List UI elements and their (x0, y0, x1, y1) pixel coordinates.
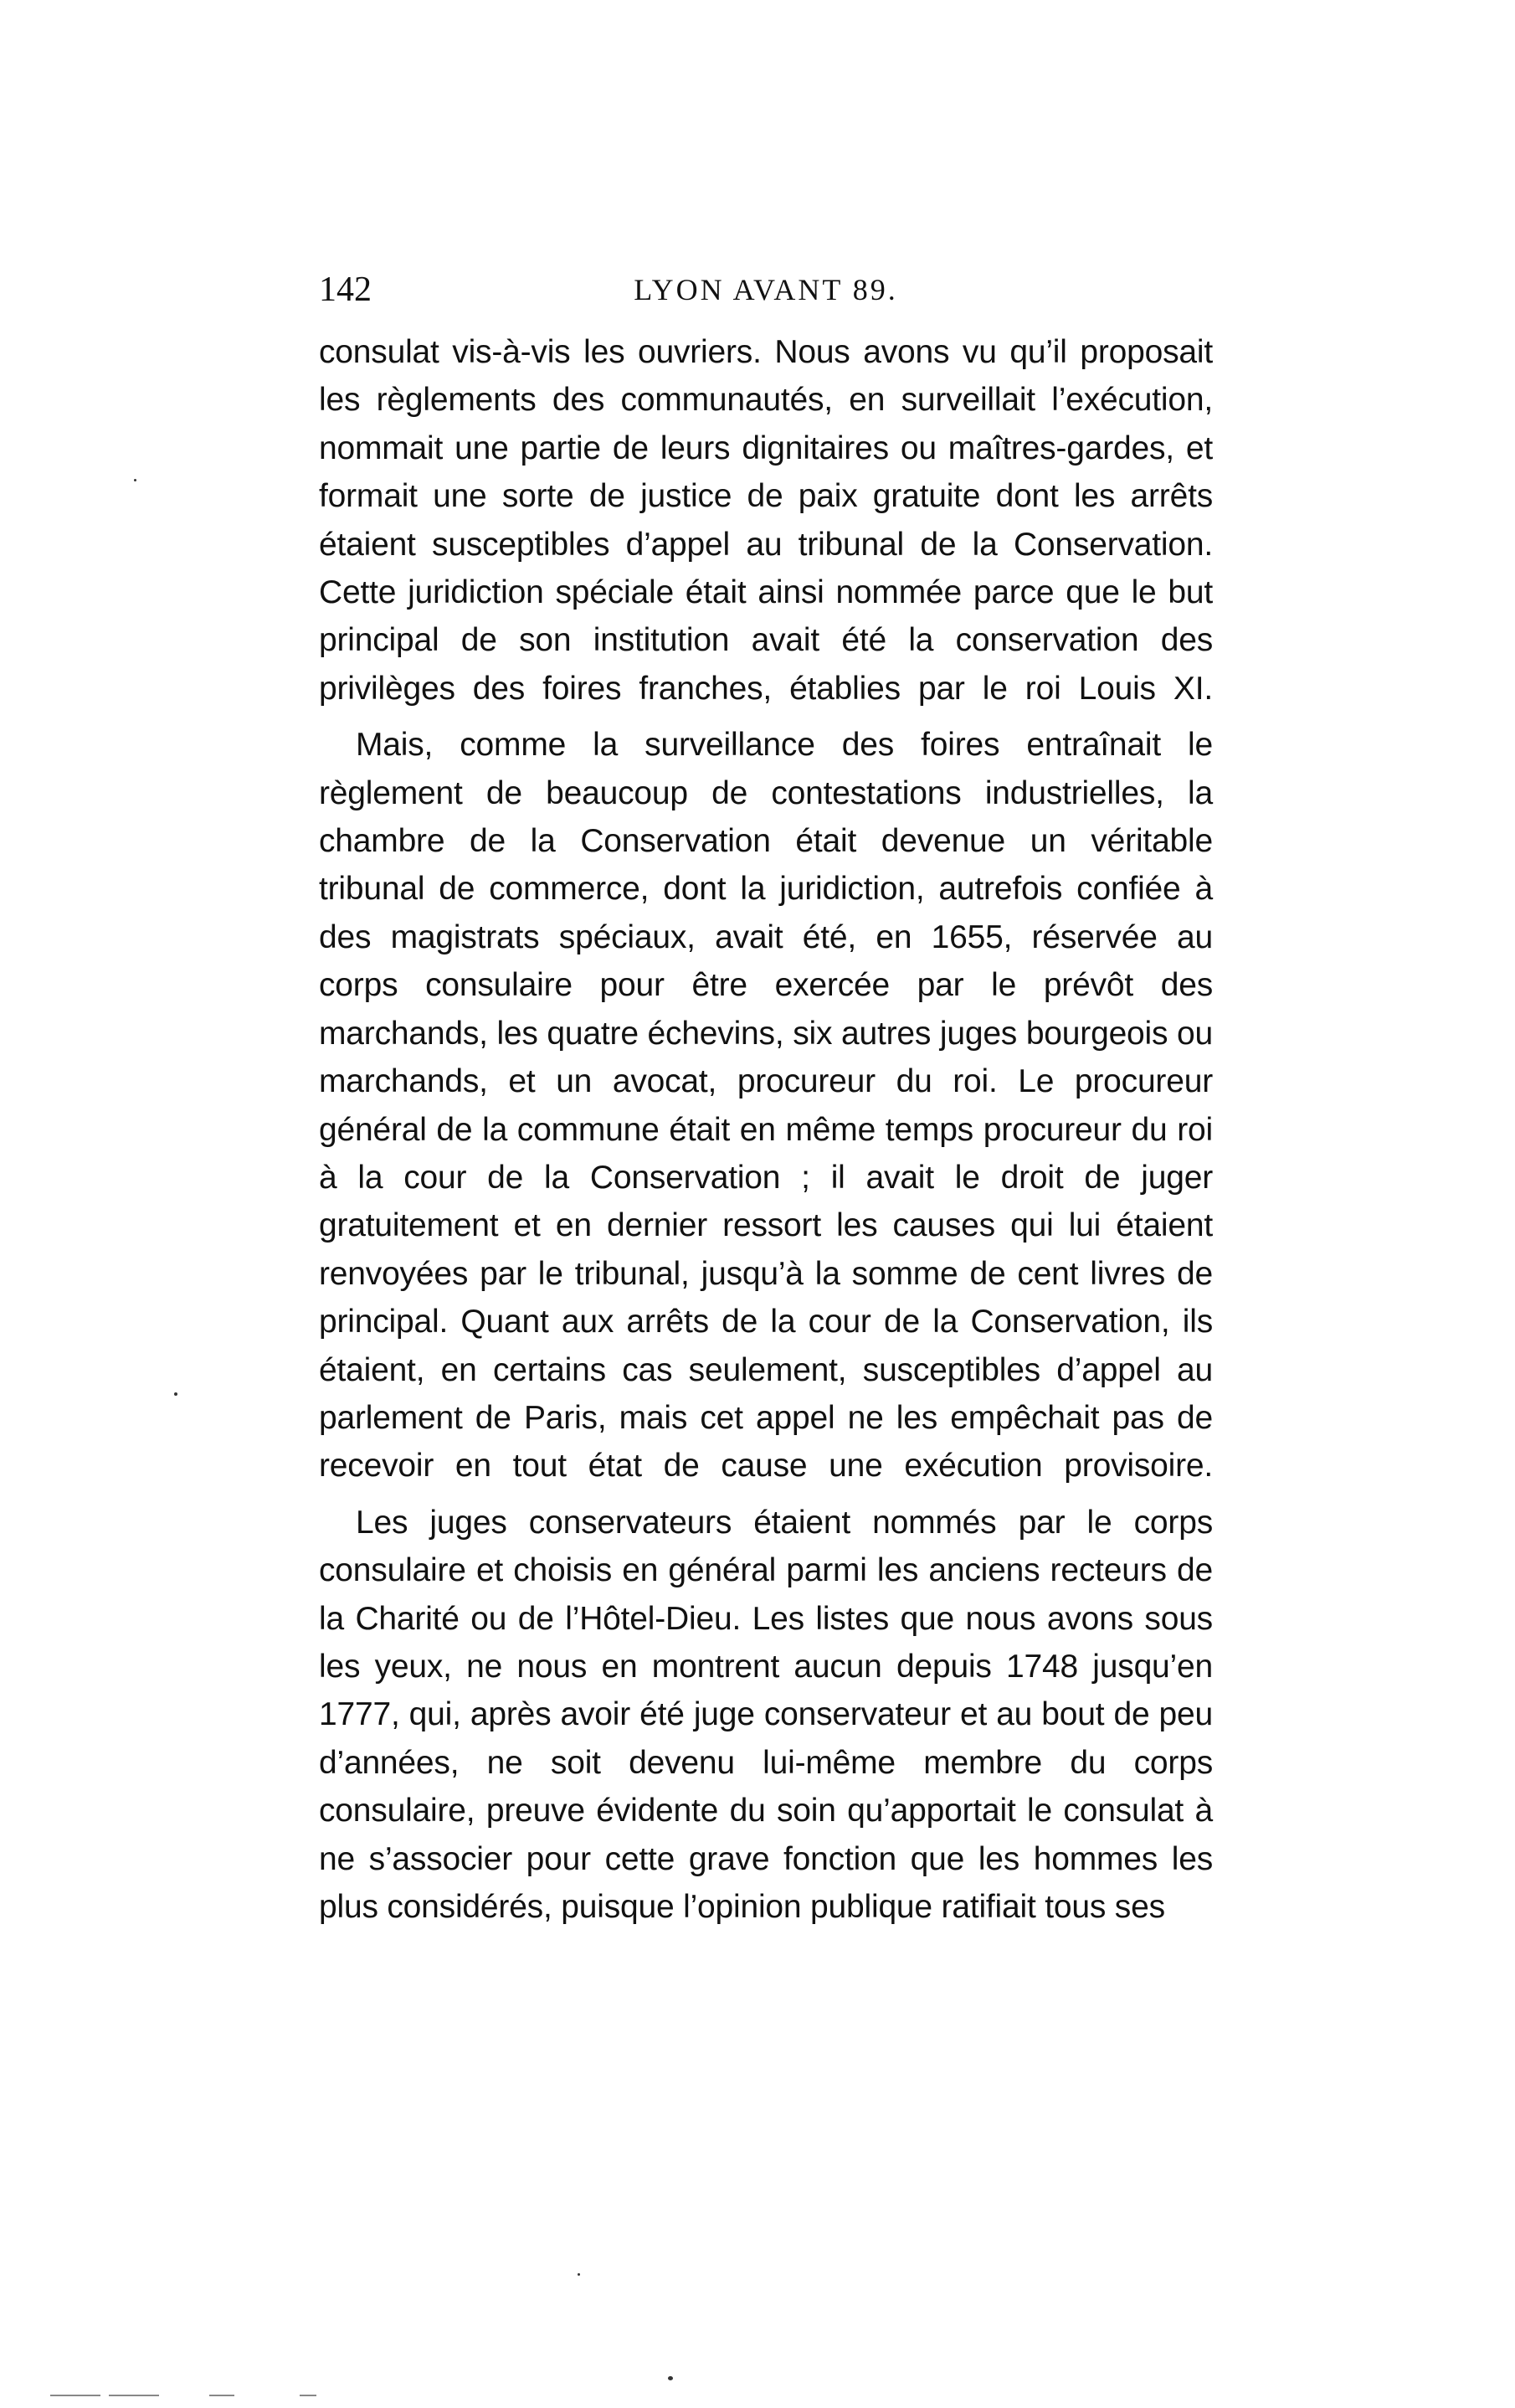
scan-speck (174, 1392, 177, 1396)
scan-edge-mark (109, 2395, 159, 2396)
scan-edge-mark (300, 2395, 316, 2396)
page-number: 142 (319, 270, 372, 309)
scan-edge-mark (50, 2395, 100, 2396)
paragraph: Mais, comme la surveillance des foires entraînait le règlement de beaucoup de contestations industrielles, la chambre de la Conservation était devenue un véritable tribunal de commerce, dont la juridiction, autrefois confiée à des magistrats spéciaux, avait été, en 1655, réservée au corps consulaire pour être exercée par le prévôt des marchands, les quatre échevins, six autres juges bourgeois ou marchands, et un avocat, procureur du roi. Le procureur général de la commune était en même temps procureur du roi à la cour de la Conservation ; il avait le droit de juger gratuitement et en dernier ressort les causes qui lui étaient renvoyées par le tribunal, jusqu’à la somme de cent livres de principal. Quant aux arrêts de la cour de la Conservation, ils étaient, en certains cas seulement, susceptibles d’appel au parlement de Paris, mais cet appel ne les empêchait pas de recevoir en tout état de cause une exécution provisoire. (319, 727, 1213, 1484)
body-text (319, 328, 1213, 1931)
page-header (319, 266, 1213, 313)
running-title: LYON AVANT 89. (634, 273, 898, 306)
scan-edge-mark (209, 2395, 234, 2396)
scan-speck (134, 479, 136, 481)
paragraph: consulat vis-à-vis les ouvriers. Nous avons vu qu’il proposait les règlements des communautés, en surveillait l’exécution, nommait une partie de leurs dignitaires ou maîtres-gardes, et formait une sorte de justice de paix gratuite dont les arrêts étaient susceptibles d’appel au tribunal de la Conservation. Cette juridiction spéciale était ainsi nommée parce que le but principal de son institution avait été la conservation des privilèges des foires franches, établies par le roi Louis XI. (319, 334, 1213, 707)
paragraph: Les juges conservateurs étaient nommés par le corps consulaire et choisis en général parmi les anciens recteurs de la Charité ou de l’Hôtel-Dieu. Les listes que nous avons sous les yeux, ne nous en montrent aucun depuis 1748 jusqu’en 1777, qui, après avoir été juge conservateur et au bout de peu d’années, ne soit devenu lui-même membre du corps consulaire, preuve évidente du soin qu’apportait le consulat à ne s’associer pour cette grave fonction que les hommes les plus considérés, puisque l’opinion publique ratifiait tous ses (319, 1504, 1213, 1925)
scan-speck (578, 2273, 580, 2276)
scan-speck (668, 2376, 673, 2380)
